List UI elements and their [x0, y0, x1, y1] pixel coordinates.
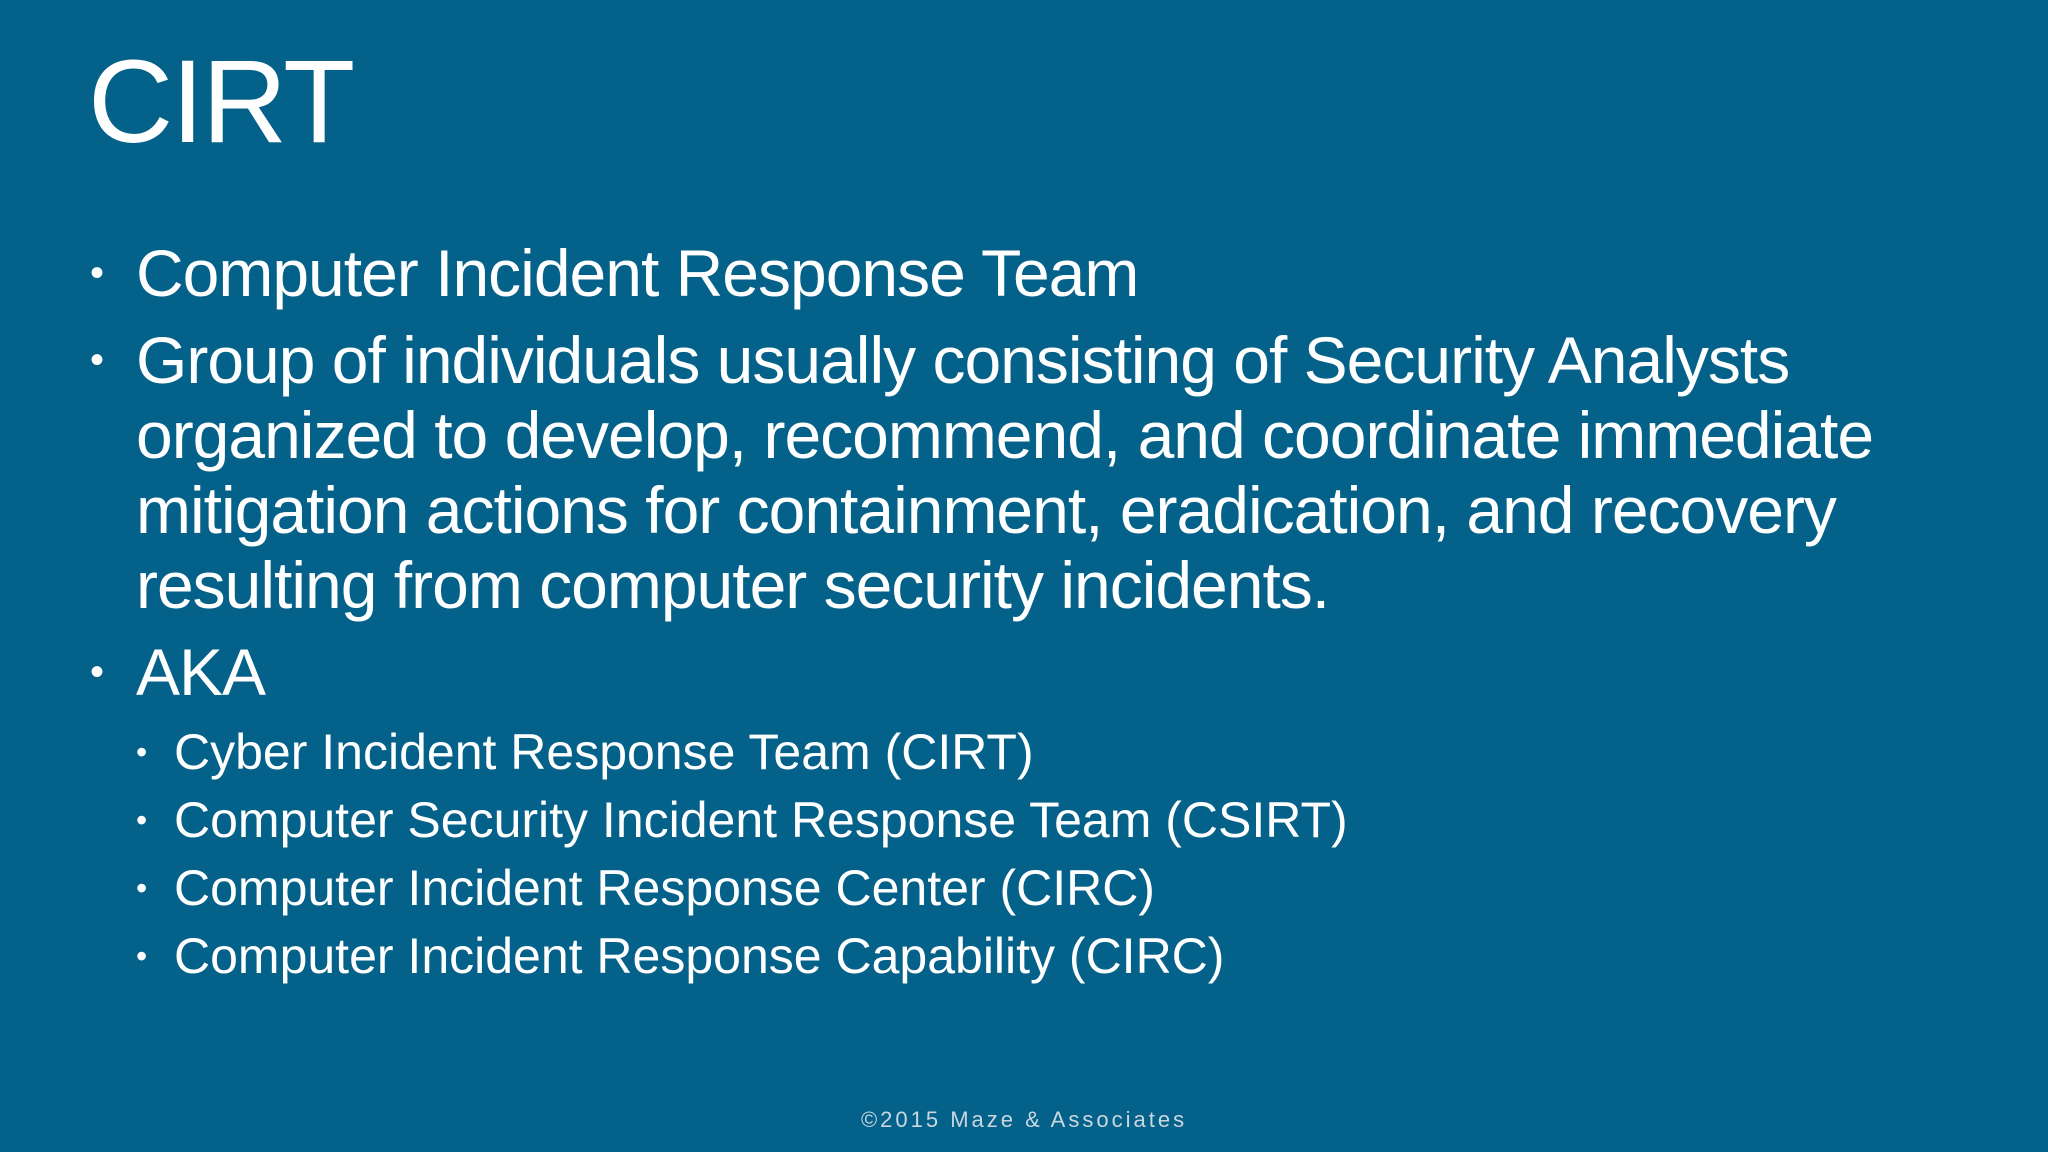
aka-list-item [136, 922, 1948, 990]
bullet-dot-icon: • [90, 251, 104, 295]
sub-bullet-dot-icon: • [136, 938, 148, 974]
aka-list-item [136, 786, 1948, 854]
sub-bullet-dot-icon: • [136, 734, 148, 770]
aka-item-text: Cyber Incident Response Team (CIRT) [174, 724, 1034, 780]
bullet-item [88, 323, 1948, 623]
aka-item-text: Computer Security Incident Response Team (CSIRT) [174, 792, 1348, 848]
copyright-footer: ©2015 Maze & Associates [860, 1107, 1188, 1132]
bullet-dot-icon: • [90, 338, 104, 382]
sub-bullet-dot-icon: • [136, 870, 148, 906]
aka-item-text: Computer Incident Response Center (CIRC) [174, 860, 1155, 916]
bullet-item [88, 236, 1948, 311]
aka-list [136, 718, 1948, 990]
bullet-dot-icon: • [90, 650, 104, 694]
aka-label: AKA [136, 635, 266, 709]
aka-item-text: Computer Incident Response Capability (CIRC) [174, 928, 1225, 984]
sub-bullet-dot-icon: • [136, 802, 148, 838]
aka-list-item [136, 854, 1948, 922]
slide-title: CIRT [88, 36, 354, 168]
bullet-item-aka [88, 635, 1948, 710]
bullet-text: Group of individuals usually consisting of Security Analysts organized to develop, recommend, and coordinate immediate mitigation actions for containment, eradication, and recovery resulting from computer security incidents. [136, 323, 1874, 622]
aka-list-item [136, 718, 1948, 786]
bullet-text: Computer Incident Response Team [136, 236, 1139, 310]
slide-content [88, 236, 1948, 990]
